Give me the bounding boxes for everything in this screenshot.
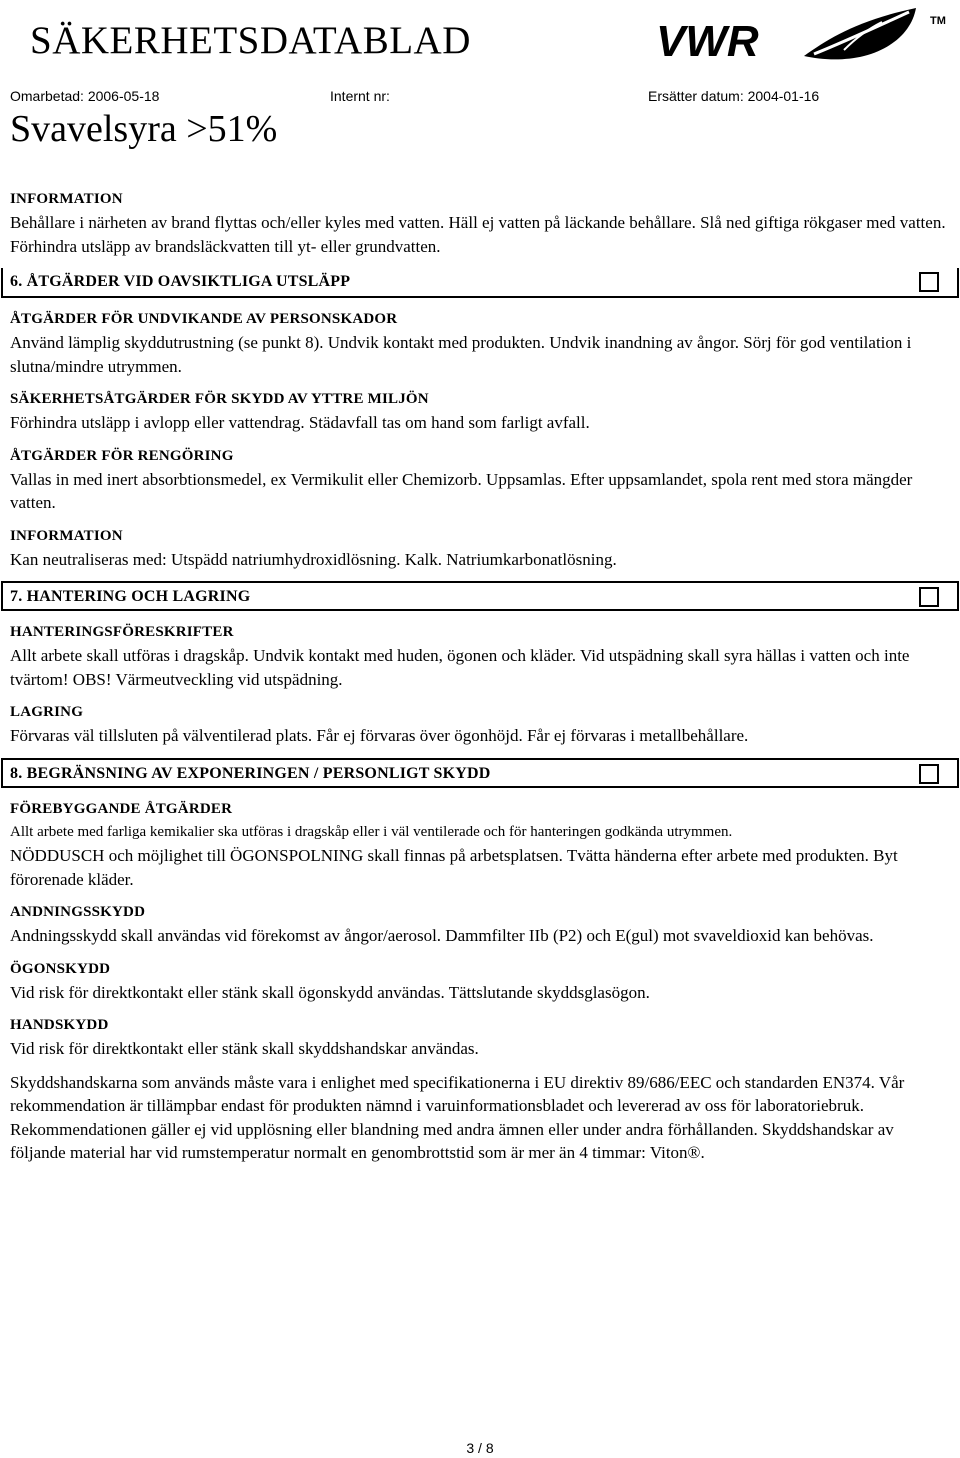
section-8-subheading: FÖREBYGGANDE ÅTGÄRDER xyxy=(10,800,233,817)
section-7-title: 7. HANTERING OCH LAGRING xyxy=(10,588,251,605)
section-8-text: Allt arbete med farliga kemikalier ska utföras i dragskåp eller i väl ventilerade och för hanteringen godkända utrymmen. xyxy=(10,823,733,840)
intro-text: Behållare i närheten av brand flyttas och/eller kyles med vatten. Häll ej vatten på läckande behållare. Slå ned giftiga rökgaser med vatten. Förhindra utsläpp av brandsläckvatten till yt- eller grundvatten. xyxy=(10,213,946,256)
section-6-text: Vallas in med inert absorbtionsmedel, ex Vermikulit eller Chemizorb. Uppsamlas. Efter uppsamlandet, spola rent med stora mängder vatten. xyxy=(10,469,913,512)
section-7-subheading: HANTERINGSFÖRESKRIFTER xyxy=(10,624,234,640)
section-6-text: Använd lämplig skyddutrustning (se punkt 8). Undvik kontakt med produkten. Undvik inandning av ångor. Sörj för god ventilation i slutna/mindre utrymmen. xyxy=(10,333,912,376)
section-checkbox xyxy=(919,587,939,607)
section-8-title: 8. BEGRÄNSNING AV EXPONERINGEN / PERSONLIGT SKYDD xyxy=(10,764,491,782)
section-6-header xyxy=(1,268,959,298)
vwr-logo-graphic xyxy=(654,0,954,70)
section-checkbox xyxy=(919,272,939,292)
logo-trademark: TM xyxy=(930,15,946,27)
section-6-subheading: ÅTGÄRDER FÖR RENGÖRING xyxy=(10,447,234,464)
section-6-subheading: SÄKERHETSÅTGÄRDER FÖR SKYDD AV YTTRE MILJÖN xyxy=(10,391,429,407)
section-8-subheading: ANDNINGSSKYDD xyxy=(10,904,146,920)
section-6-text: Förhindra utsläpp i avlopp eller vattendrag. Städavfall tas om hand som farligt avfall. xyxy=(10,413,590,432)
section-6-subheading: INFORMATION xyxy=(10,527,123,544)
logo-wordmark: VWR xyxy=(656,17,759,66)
section-8-text: Vid risk för direktkontakt eller stänk skall ögonskydd användas. Tättslutande skyddsglasögon. xyxy=(10,982,650,1002)
section-8-text: Vid risk för direktkontakt eller stänk skall skyddshandskar användas. xyxy=(10,1039,479,1058)
section-6-title: 6. ÅTGÄRDER VID OAVSIKTLIGA UTSLÄPP xyxy=(10,273,351,290)
replaces-date: Ersätter datum: 2004-01-16 xyxy=(648,88,820,104)
section-7-subheading: LAGRING xyxy=(10,704,84,720)
page-number: 3 / 8 xyxy=(466,1440,494,1456)
section-8-text: Skyddshandskarna som används måste vara i enlighet med specifikationerna i EU direktiv 89/686/EEC och standarden EN374. Vår rekommendation är tillämpbar endast för produkten nämnd i varuinformationsbladet och levererad av oss för laboratoriebruk. Rekommendationen gäller ej vid upplösning eller blandning med andra ämnen eller under andra förhållanden. Skyddshandskar av följande material har vid rumstemperatur normalt en genombrottstid som är mer än 4 timmar: Viton®. xyxy=(10,1072,905,1162)
vwr-logo xyxy=(654,0,954,70)
intro-heading: INFORMATION xyxy=(10,191,123,207)
product-name: Svavelsyra >51% xyxy=(10,108,278,150)
document-body xyxy=(10,188,950,1165)
section-7-text: Förvaras väl tillsluten på välventilerad plats. Får ej förvaras över ögonhöjd. Får ej förvaras i metallbehållare. xyxy=(10,726,749,745)
revised-date: Omarbetad: 2006-05-18 xyxy=(10,88,160,104)
section-checkbox xyxy=(919,764,939,784)
section-6-subheading: ÅTGÄRDER FÖR UNDVIKANDE AV PERSONSKADOR xyxy=(10,311,398,327)
section-7-header xyxy=(1,581,959,611)
section-8-subheading: ÖGONSKYDD xyxy=(10,960,111,977)
document-title: SÄKERHETSDATABLAD xyxy=(30,19,471,62)
section-8-header xyxy=(1,758,959,788)
section-8-subheading: HANDSKYDD xyxy=(10,1017,109,1033)
section-6-text: Kan neutraliseras med: Utspädd natriumhydroxidlösning. Kalk. Natriumkarbonatlösning. xyxy=(10,549,617,569)
section-8-text: Andningsskydd skall användas vid förekomst av ångor/aerosol. Dammfilter IIb (P2) och E(gul) mot svaveldioxid kan behövas. xyxy=(10,926,874,945)
section-8-text: NÖDDUSCH och möjlighet till ÖGONSPOLNING skall finnas på arbetsplatsen. Tvätta händerna efter arbete med produkten. Byt förorenade kläder. xyxy=(10,846,898,889)
internal-number: Internt nr: xyxy=(330,88,390,104)
section-7-text: Allt arbete skall utföras i dragskåp. Undvik kontakt med huden, ögonen och kläder. Vid utspädning skall syra hällas i vatten och inte tvärtom! OBS! Värmeutveckling vid utspädning. xyxy=(10,646,910,689)
